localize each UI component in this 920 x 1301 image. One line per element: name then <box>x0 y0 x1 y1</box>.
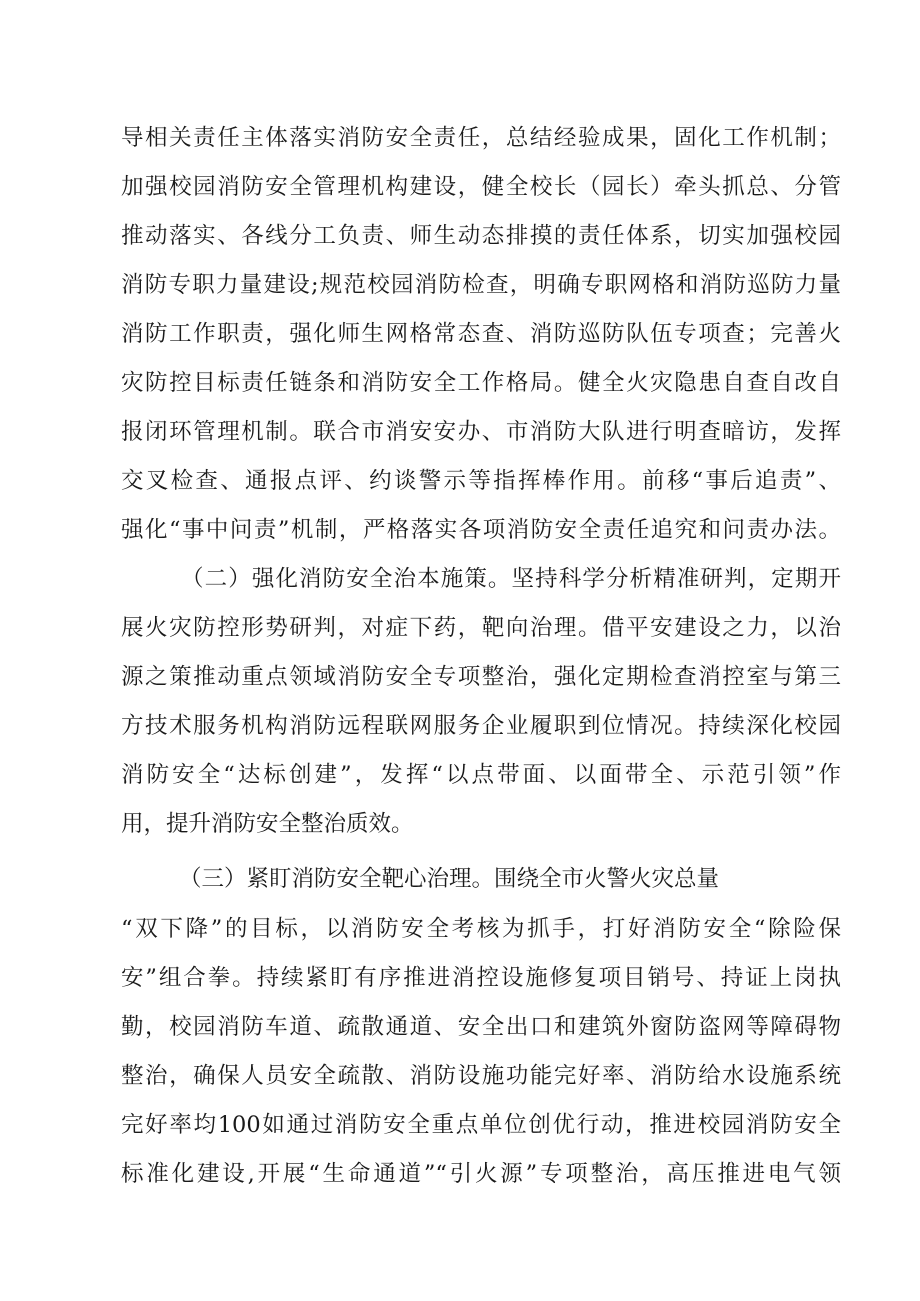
text-line: 消防专职力量建设;规范校园消防检查，明确专职网格和消防巡防力量 <box>121 272 841 298</box>
text-line: 展火灾防控形势研判，对症下药，靶向治理。借平安建设之力，以治 <box>121 615 841 641</box>
text-line: 整治，确保人员安全疏散、消防设施功能完好率、消防给水设施系统 <box>121 1063 841 1089</box>
text-line: 导相关责任主体落实消防安全责任，总结经验成果，固化工作机制； <box>121 125 841 151</box>
text-line: 消防安全“达标创建”，发挥“以点带面、以面带全、示范引领”作 <box>121 762 841 788</box>
text-line: 标准化建设,开展“生命通道”“引火源”专项整治，高压推进电气领 <box>121 1161 841 1187</box>
section-heading-line: （三）紧盯消防安全靶心治理。围绕全市火警火灾总量 <box>179 866 720 892</box>
text-line: 勤，校园消防车道、疏散通道、安全出口和建筑外窗防盗网等障碍物 <box>121 1014 841 1040</box>
text-line: 消防工作职责，强化师生网格常态查、消防巡防队伍专项查；完善火 <box>121 321 841 347</box>
section-heading-line: （二）强化消防安全治本施策。坚持科学分析精准研判，定期开 <box>181 566 841 592</box>
text-line: 强化“事中问责”机制，严格落实各项消防安全责任追究和问责办法。 <box>121 517 841 543</box>
text-line: 加强校园消防安全管理机构建设，健全校长（园长）牵头抓总、分管 <box>121 174 841 200</box>
text-line: 推动落实、各线分工负责、师生动态排摸的责任体系，切实加强校园 <box>121 223 841 249</box>
text-line: 灾防控目标责任链条和消防安全工作格局。健全火灾隐患自查自改自 <box>121 370 841 396</box>
text-line: 报闭环管理机制。联合市消安安办、市消防大队进行明查暗访，发挥 <box>121 419 841 445</box>
text-line: 源之策推动重点领域消防安全专项整治，强化定期检查消控室与第三 <box>121 664 841 690</box>
text-line: 交叉检查、通报点评、约谈警示等指挥棒作用。前移“事后追责”、 <box>121 468 841 494</box>
text-line: “双下降”的目标，以消防安全考核为抓手，打好消防安全“除险保 <box>121 916 841 942</box>
text-line: 用，提升消防安全整治质效。 <box>121 811 414 837</box>
text-line: 完好率均100如通过消防安全重点单位创优行动，推进校园消防安全 <box>121 1112 841 1138</box>
text-line: 方技术服务机构消防远程联网服务企业履职到位情况。持续深化校园 <box>121 713 841 739</box>
text-line: 安”组合拳。持续紧盯有序推进消控设施修复项目销号、持证上岗执 <box>121 965 841 991</box>
